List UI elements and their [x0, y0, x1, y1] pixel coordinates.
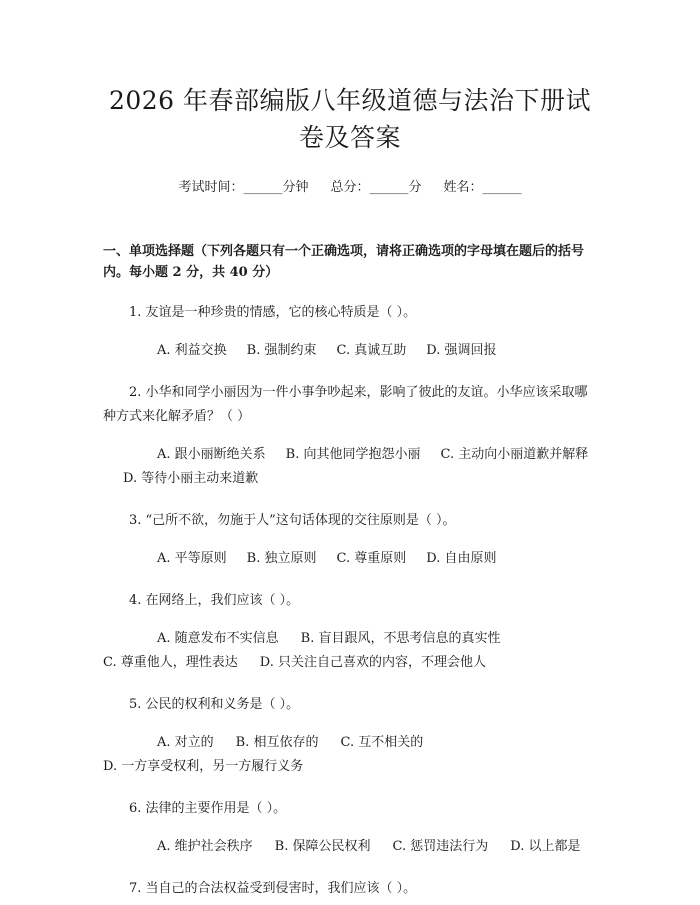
- option-b: B. 强制约束: [246, 343, 317, 358]
- question-stem-4: 4. 在网络上，我们应该（ ）。: [129, 593, 300, 608]
- question-list: [103, 301, 597, 901]
- total-score-field: 总分：______分: [330, 180, 422, 195]
- question-options-6: [103, 835, 597, 859]
- question-stem-7: 7. 当自己的合法权益受到侵害时，我们应该（ ）。: [129, 881, 417, 896]
- question-stem-6: 6. 法律的主要作用是（ ）。: [129, 801, 287, 816]
- option-d: D. 以上都是: [510, 839, 581, 854]
- question-options-1: [103, 339, 597, 363]
- option-c: C. 真诚互助: [336, 343, 407, 358]
- option-b: B. 保障公民权利: [274, 839, 371, 854]
- option-b: B. 独立原则: [246, 551, 317, 566]
- option-d: D. 强调回报: [426, 343, 497, 358]
- option-d: D. 一方享受权利，另一方履行义务: [103, 759, 304, 774]
- student-name-field: 姓名：______: [443, 180, 522, 195]
- question-stem-5: 5. 公民的权利和义务是（ ）。: [129, 697, 300, 712]
- document-title: 2026 年春部编版八年级道德与法治下册试卷及答案: [108, 86, 592, 152]
- option-c: C. 主动向小丽道歉并解释: [440, 447, 589, 462]
- option-a: A. 维护社会秩序: [157, 839, 253, 854]
- option-d: D. 自由原则: [426, 551, 497, 566]
- option-c: C. 尊重他人，理性表达: [103, 655, 238, 670]
- question-options-4: [103, 627, 597, 675]
- option-a: A. 跟小丽断绝关系: [157, 447, 266, 462]
- option-a: A. 随意发布不实信息: [157, 631, 279, 646]
- question-stem-2: 2. 小华和同学小丽因为一件小事争吵起来，影响了彼此的友谊。小华应该采取哪种方式来化解矛盾？（ ）: [103, 385, 588, 424]
- option-d: D. 只关注自己喜欢的内容，不理会他人: [259, 655, 486, 670]
- option-a: A. 利益交换: [157, 343, 227, 358]
- option-b: B. 向其他同学抱怨小丽: [285, 447, 421, 462]
- option-c: C. 尊重原则: [336, 551, 407, 566]
- option-a: A. 平等原则: [157, 551, 227, 566]
- question-options-5: [103, 731, 597, 779]
- question-stem-3: 3. “己所不欲，勿施于人”这句话体现的交往原则是（ ）。: [129, 513, 456, 528]
- option-b: B. 相互依存的: [235, 735, 319, 750]
- option-b: B. 盲目跟风，不思考信息的真实性: [300, 631, 501, 646]
- exam-time-field: 考试时间：______分钟: [178, 180, 309, 195]
- question-stem-1: 1. 友谊是一种珍贵的情感，它的核心特质是（ ）。: [129, 305, 417, 320]
- option-c: C. 互不相关的: [340, 735, 424, 750]
- option-d: D. 等待小丽主动来道歉: [123, 471, 259, 486]
- question-options-3: [103, 547, 597, 571]
- exam-info: [103, 179, 597, 197]
- option-c: C. 惩罚违法行为: [392, 839, 489, 854]
- section-heading: 一、单项选择题（下列各题只有一个正确选项，请将正确选项的字母填在题后的括号内。每小题 2 分，共 40 分）: [103, 244, 585, 280]
- question-options-2: [103, 443, 597, 491]
- option-a: A. 对立的: [157, 735, 214, 750]
